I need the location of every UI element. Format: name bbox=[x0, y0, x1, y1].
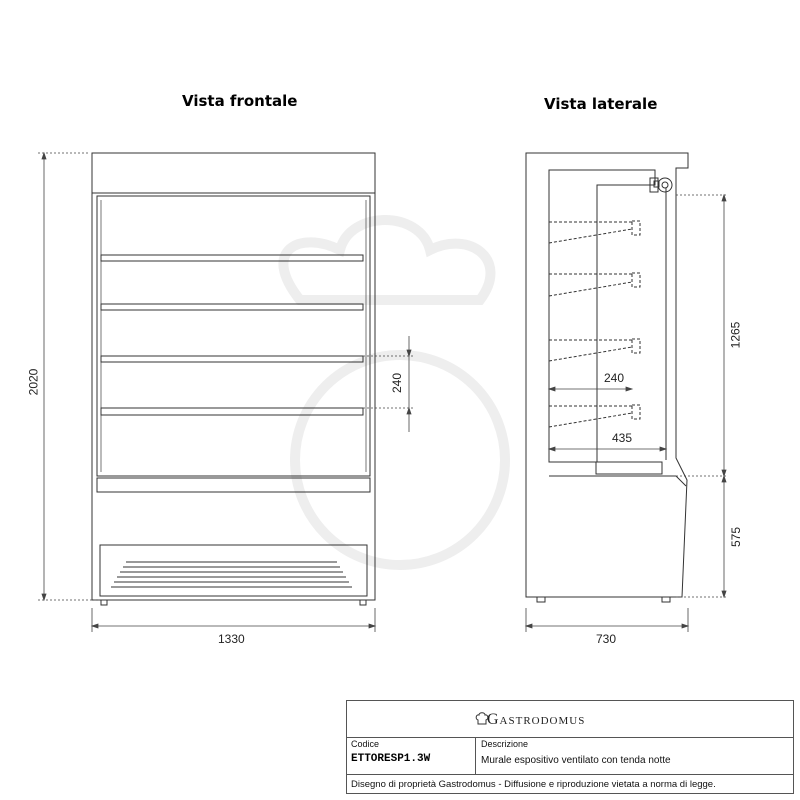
side-inner-opening bbox=[549, 170, 655, 462]
side-view-title: Vista laterale bbox=[544, 95, 658, 113]
description-value: Murale espositivo ventilato con tenda notte bbox=[481, 755, 671, 766]
title-block bbox=[346, 700, 794, 794]
dim-height-total: 2020 bbox=[26, 368, 41, 396]
dim-bottom-depth: 435 bbox=[612, 431, 633, 445]
front-view-title: Vista frontale bbox=[182, 92, 298, 110]
dim-shelf-depth: 240 bbox=[604, 371, 625, 385]
side-foot bbox=[662, 597, 670, 602]
front-shelf bbox=[101, 408, 363, 415]
front-grille bbox=[111, 562, 352, 587]
brand-logo: Gastrodomus bbox=[487, 711, 586, 728]
front-base-band bbox=[97, 478, 370, 492]
description-label: Descrizione bbox=[481, 739, 529, 749]
code-label: Codice bbox=[351, 739, 380, 749]
front-shelf bbox=[101, 255, 363, 261]
dim-upper-height: 1265 bbox=[728, 321, 743, 349]
front-foot bbox=[360, 600, 366, 605]
code-value: ETTORESP1.3W bbox=[351, 753, 431, 765]
front-grille-frame bbox=[100, 545, 367, 596]
side-dimension-lines bbox=[526, 195, 728, 632]
side-bottom-tray bbox=[596, 462, 662, 474]
dim-shelf-spacing: 240 bbox=[390, 372, 405, 394]
side-shelves-dashed bbox=[549, 221, 640, 427]
ownership-footer: Disegno di proprietà Gastrodomus - Diffusione e riproduzione vietata a norma di legge. bbox=[351, 779, 716, 790]
side-foot bbox=[537, 597, 545, 602]
dim-depth-total: 730 bbox=[596, 632, 617, 646]
front-display-area bbox=[97, 196, 370, 476]
dim-base-height: 575 bbox=[729, 526, 744, 548]
dim-width-front: 1330 bbox=[218, 632, 245, 646]
front-canopy bbox=[92, 153, 375, 193]
front-foot bbox=[101, 600, 107, 605]
front-shelf bbox=[101, 356, 363, 362]
